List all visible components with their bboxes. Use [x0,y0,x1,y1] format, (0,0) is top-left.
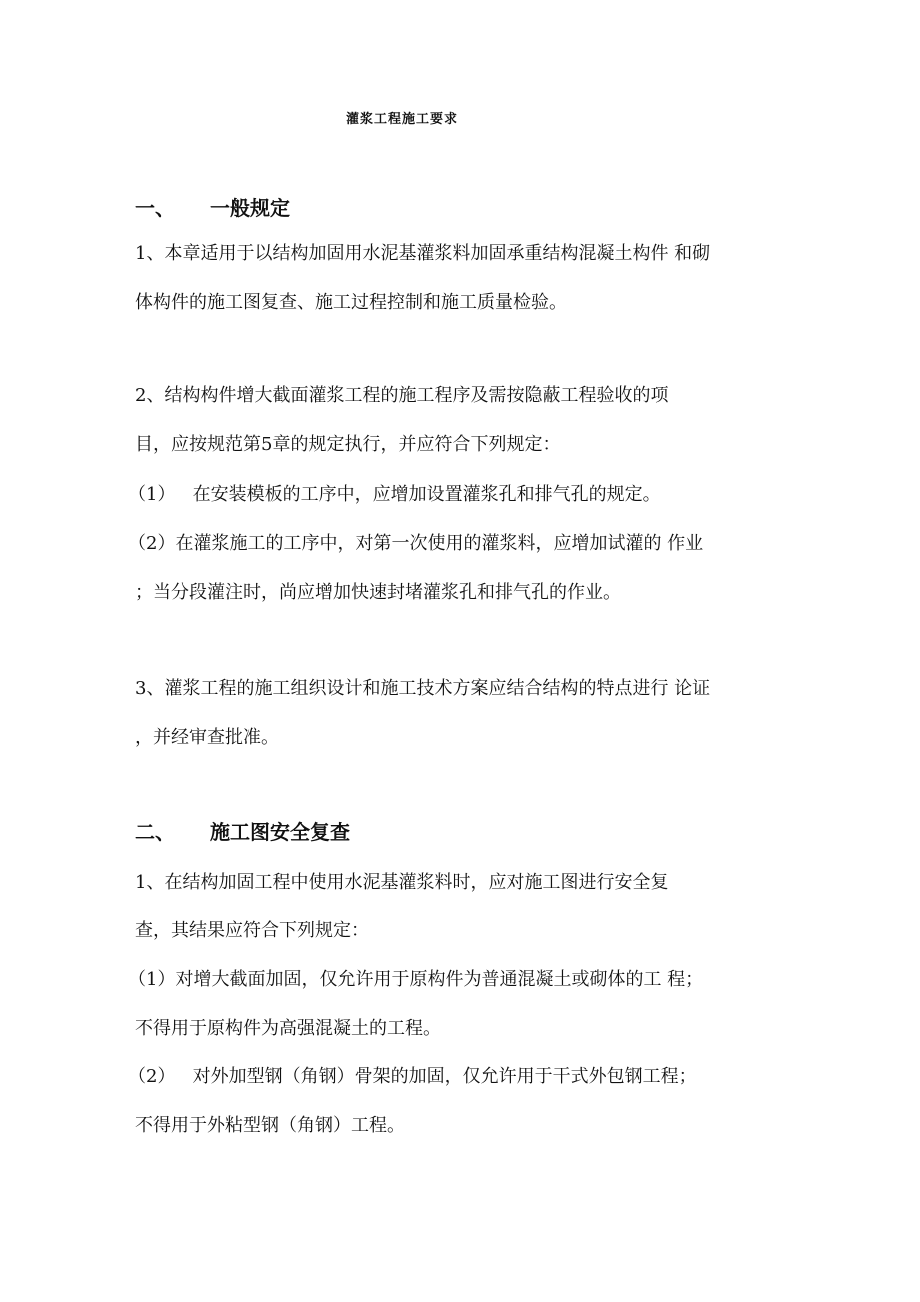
paragraph-line: （1）对增大截面加固，仅允许用于原构件为普通混凝土或砌体的工 程； [128,969,704,990]
paragraph-line: 3、灌浆工程的施工组织设计和施工技术方案应结合结构的特点进行 论证 [135,678,711,699]
section-number: 二、 [135,820,175,844]
paragraph-line: 目，应按规范第5章的规定执行，并应符合下列规定： [135,434,561,455]
paragraph-line: 1、在结构加固工程中使用水泥基灌浆料时，应对施工图进行安全复 [135,872,669,893]
section-heading [135,194,290,222]
paragraph-line: 不得用于外粘型钢（角钢）工程。 [135,1115,405,1136]
document-title: 灌浆工程施工要求 [345,112,458,127]
paragraph-line: （2） 对外加型钢（角钢）骨架的加固，仅允许用于干式外包钢工程； [128,1066,697,1087]
paragraph-line: （1） 在安装模板的工序中，应增加设置灌浆孔和排气孔的规定。 [128,484,661,505]
paragraph-line: 不得用于原构件为高强混凝土的工程。 [135,1018,441,1039]
paragraph-line: 1、本章适用于以结构加固用水泥基灌浆料加固承重结构混凝土构件 和砌 [135,243,711,264]
paragraph-line: ，并经审查批准。 [135,727,279,748]
paragraph-line: 体构件的施工图复查、施工过程控制和施工质量检验。 [135,292,567,313]
paragraph-line: 2、结构构件增大截面灌浆工程的施工程序及需按隐蔽工程验收的项 [135,385,669,406]
section-number: 一、 [135,196,175,220]
paragraph-line: 查，其结果应符合下列规定： [135,920,369,941]
section-title: 一般规定 [210,196,290,220]
paragraph-line: （2）在灌浆施工的工序中，对第一次使用的灌浆料，应增加试灌的 作业 [128,533,704,554]
section-heading [135,818,350,846]
section-title: 施工图安全复查 [210,820,350,844]
paragraph-line: ；当分段灌注时，尚应增加快速封堵灌浆孔和排气孔的作业。 [135,582,621,603]
